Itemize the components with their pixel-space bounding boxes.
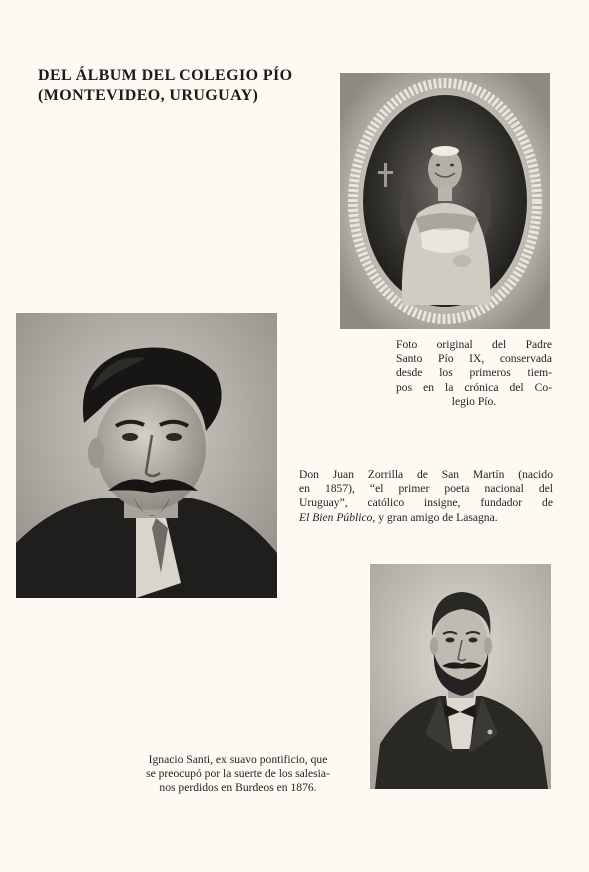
page-heading (38, 66, 338, 106)
heading-line-1: DEL ÁLBUM DEL COLEGIO PÍO (38, 67, 293, 84)
caption-santi-line-3: nos perdidos en Burdeos en 1876. (159, 781, 317, 795)
photo-zorrilla-de-san-martin (16, 313, 277, 598)
photo-pius-ix-image (340, 73, 550, 329)
caption-zorrilla-line-1: Don Juan Zorrilla de San Martín (nacido (299, 468, 553, 481)
caption-zorrilla-line-4 (299, 511, 553, 525)
caption-pius-ix (396, 338, 552, 409)
caption-ignacio-santi (118, 753, 358, 796)
heading-line-2: (MONTEVIDEO, URUGUAY) (38, 87, 259, 104)
caption-pius-line-5: legio Pío. (451, 394, 497, 408)
caption-zorrilla-line-3: Uruguay”, católico insigne, fundador de (299, 496, 553, 510)
caption-zorrilla-line-2: en 1857), “el primer poeta nacional del (299, 482, 553, 496)
photo-zorrilla-image (16, 313, 277, 598)
caption-santi-line-1: Ignacio Santi, ex suavo pontificio, que (148, 753, 328, 766)
caption-pius-line-1: Foto original del Padre (396, 338, 552, 351)
caption-pius-line-2: Santo Pío IX, conservada (396, 352, 552, 366)
caption-zorrilla-line-4-rest: y gran amigo de Lasagna. (375, 510, 498, 524)
caption-zorrilla (299, 468, 553, 525)
caption-pius-line-4: pos en la crónica del Co- (396, 380, 552, 394)
photo-santi-image (370, 564, 551, 789)
photo-pius-ix (340, 73, 550, 329)
photo-ignacio-santi (370, 564, 551, 789)
newspaper-title: El Bien Público, (299, 510, 376, 524)
caption-pius-line-3: desde los primeros tiem- (396, 366, 552, 380)
caption-santi-line-2: se preocupó por la suerte de los salesia- (146, 767, 330, 781)
